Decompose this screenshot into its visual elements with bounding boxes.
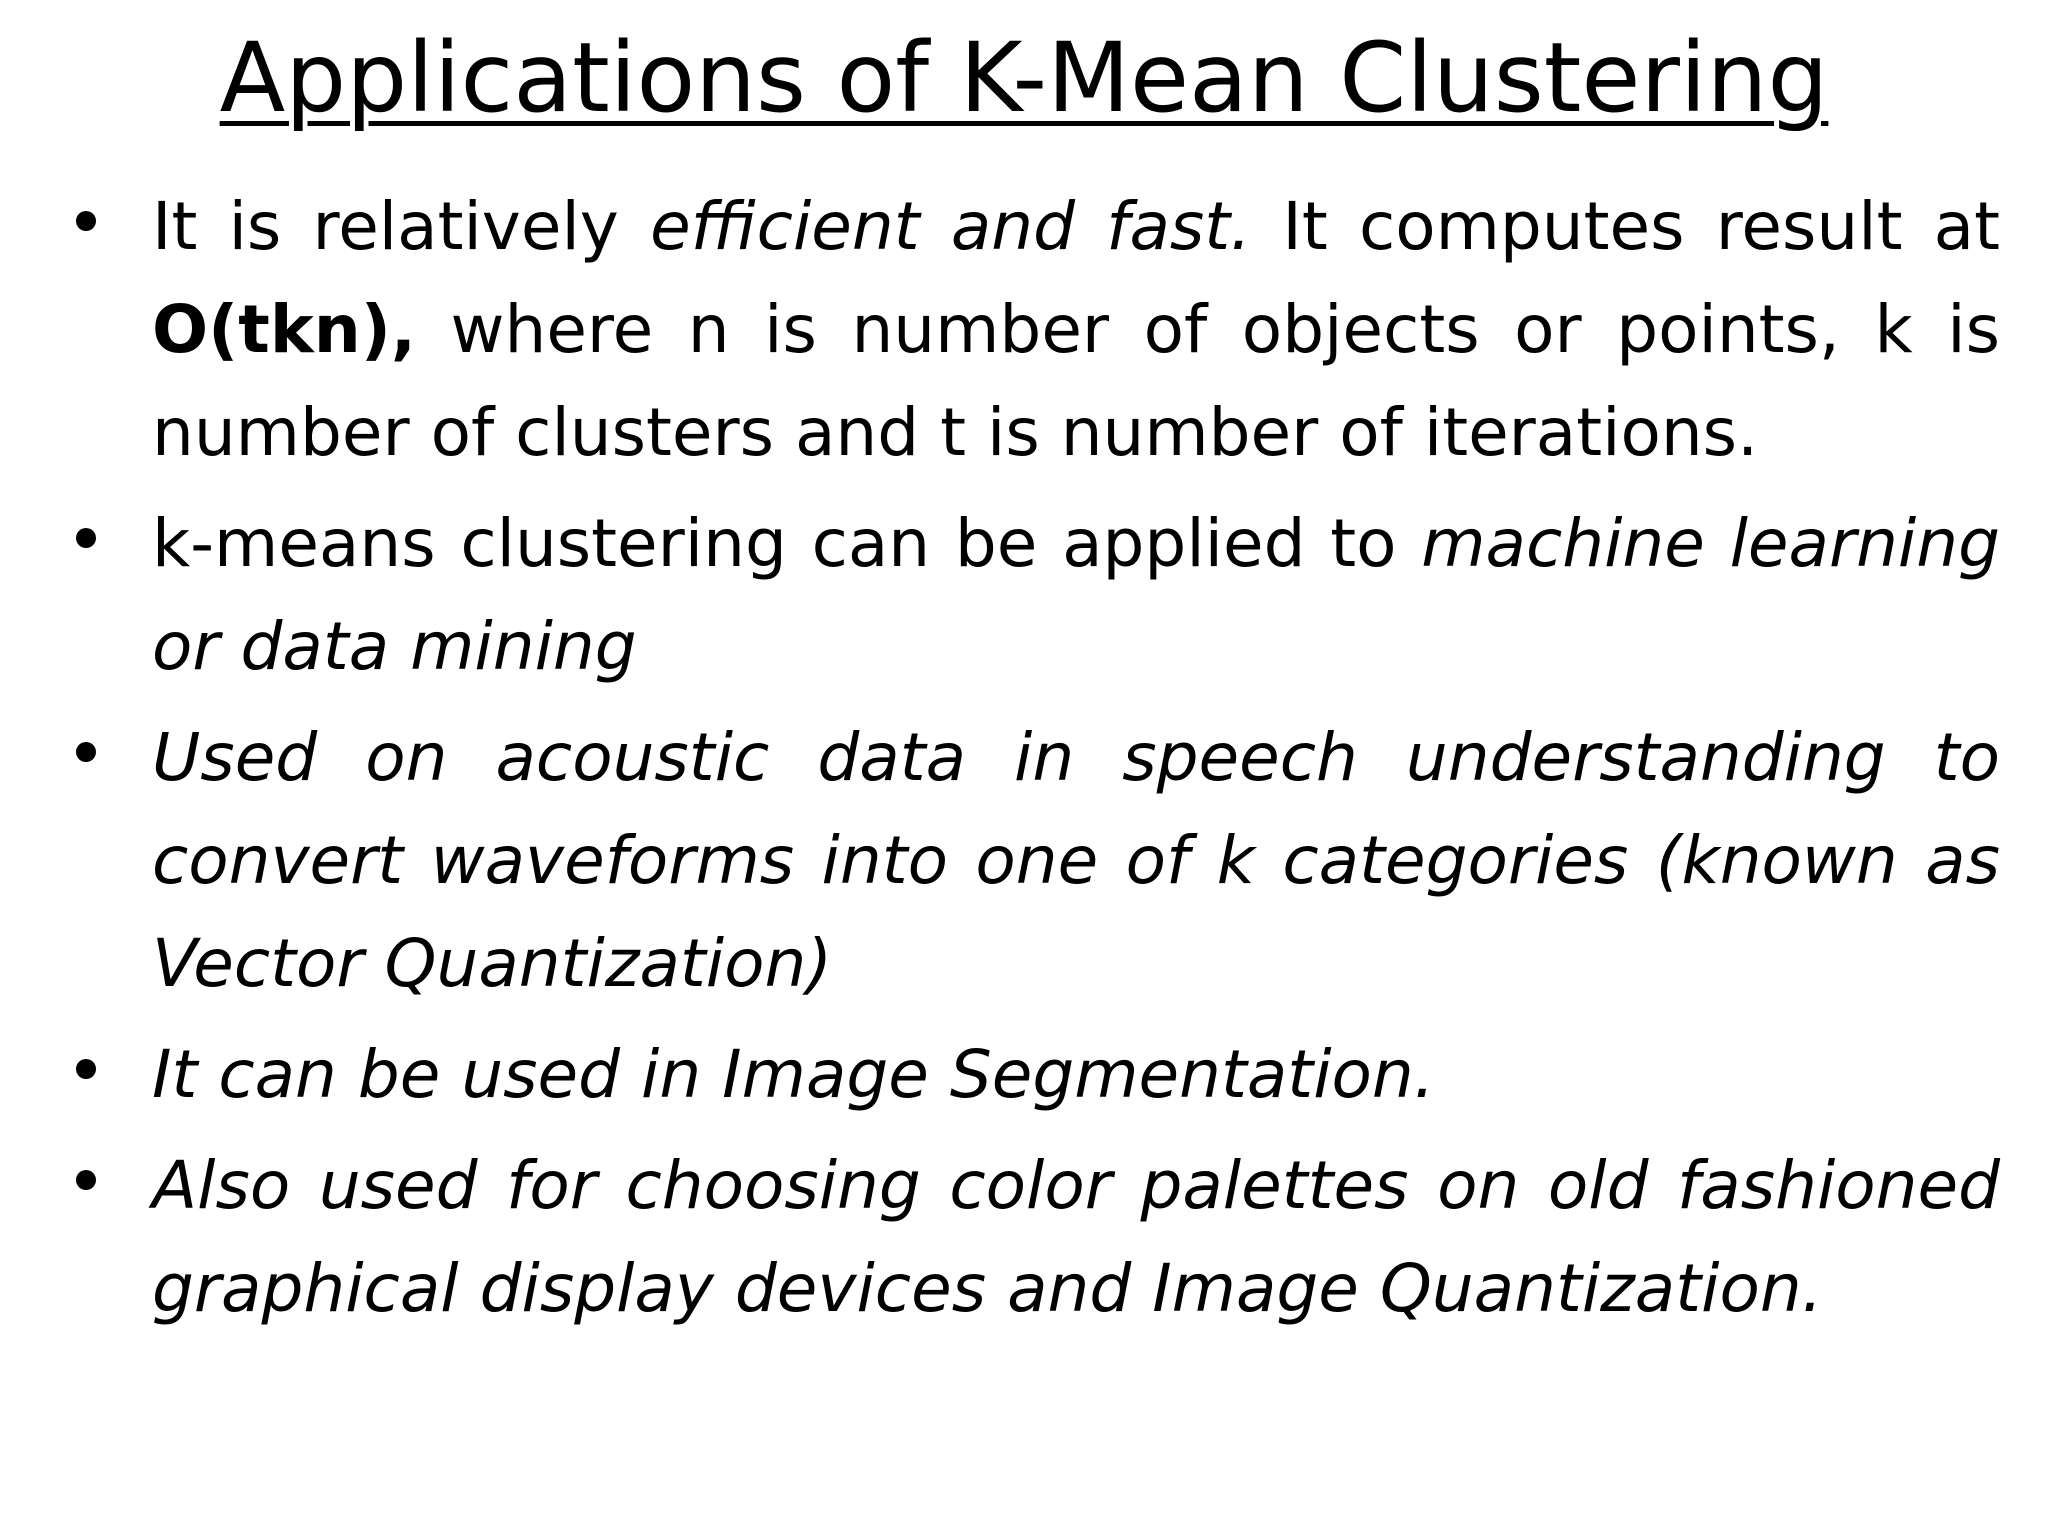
bullet-dot-icon: [76, 211, 96, 231]
bullet-dot-icon: [76, 1059, 96, 1079]
bullet-dot-icon: [76, 1170, 96, 1190]
bullet-text-part: It is relatively: [152, 188, 651, 265]
bullet-text-part-italic: machine learning or data mining: [152, 505, 2000, 685]
bullet-text-part: where n is number of objects or points, k is number of clusters and t is number of iterations.: [152, 291, 2000, 471]
bullet-dot-icon: [76, 528, 96, 548]
bullet-text-part-bold: O(tkn),: [152, 291, 416, 368]
bullet-text-part: k-means clustering can be applied to: [152, 505, 1422, 582]
bullet-text-part-italic: Used on acoustic data in speech understanding to convert waveforms into one of k categories (known as Vector Quantization): [152, 719, 2000, 1002]
bullet-item: [70, 492, 2000, 698]
bullet-text-part-italic: It can be used in Image Segmentation.: [152, 1036, 1435, 1113]
bullet-text-part-italic: efficient and fast.: [650, 188, 1252, 265]
bullet-item: [70, 706, 2000, 1015]
slide-title-text: Applications of K-Mean Clustering: [219, 22, 1829, 134]
bullet-item: [70, 175, 2000, 484]
bullet-item: [70, 1023, 2000, 1126]
bullet-list: [70, 175, 2000, 1348]
bullet-text-part: It computes result at: [1251, 188, 2000, 265]
bullet-item: [70, 1134, 2000, 1340]
bullet-dot-icon: [76, 742, 96, 762]
slide-title: [0, 18, 2048, 138]
bullet-text-part-italic: Also used for choosing color palettes on old fashioned graphical display devices and Image Quantization.: [152, 1147, 2000, 1327]
